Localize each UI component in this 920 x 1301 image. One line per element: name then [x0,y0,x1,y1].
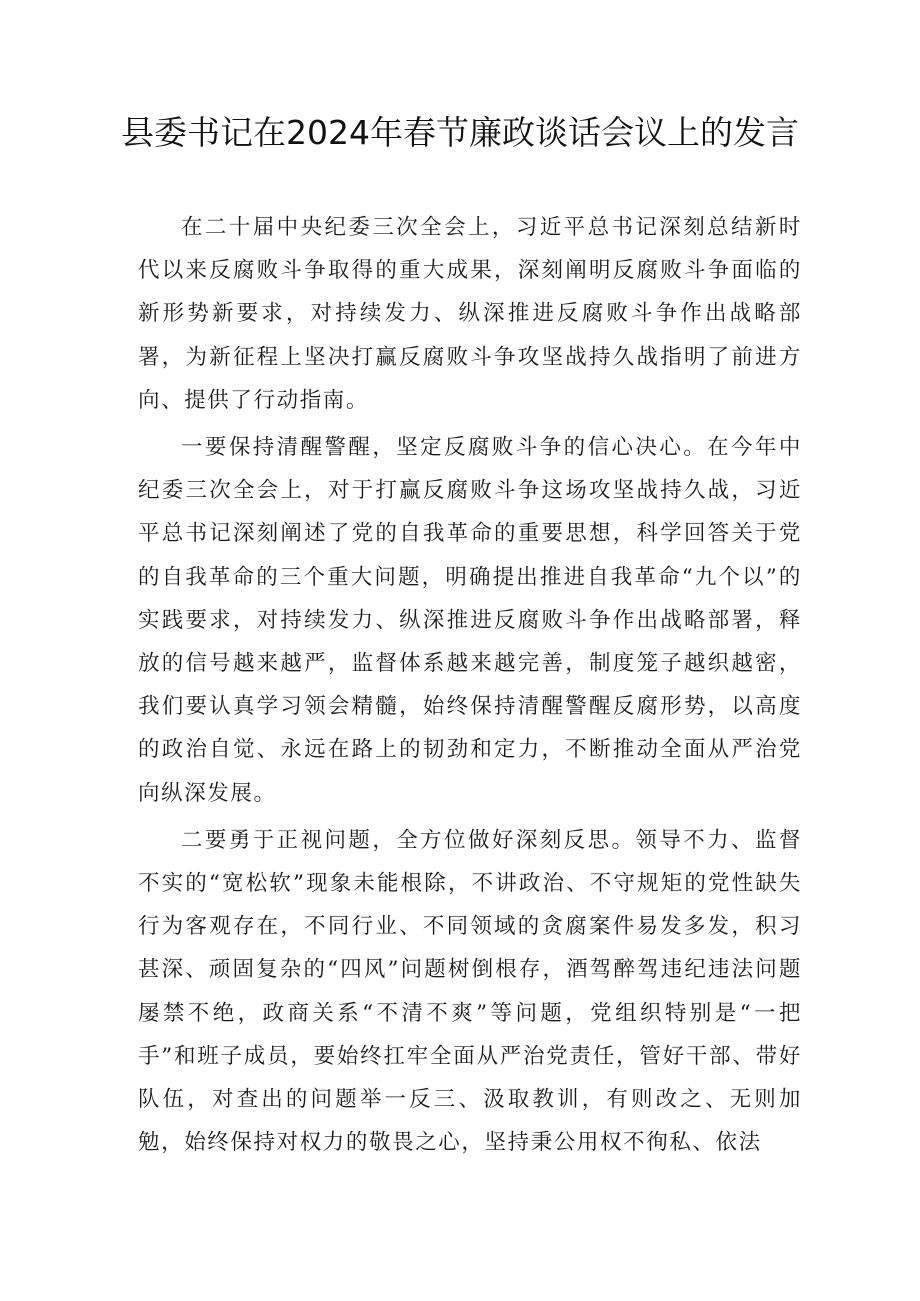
paragraph-intro: 在二十届中央纪委三次全会上，习近平总书记深刻总结新时代以来反腐败斗争取得的重大成果，深刻阐明反腐败斗争面临的新形势新要求，对持续发力、纵深推进反腐败斗争作出战略部署，为新征程上坚决打赢反腐败斗争攻坚战持久战指明了前进方向、提供了行动指南。 [138,215,802,413]
paragraph-point-two: 二要勇于正视问题，全方位做好深刻反思。领导不力、监督不实的“宽松软”现象未能根除，不讲政治、不守规矩的党性缺失行为客观存在，不同行业、不同领域的贪腐案件易发多发，积习甚深、顽固复杂的“四风”问题树倒根存，酒驾醉驾违纪违法问题屡禁不绝，政商关系“不清不爽”等问题，党组织特别是“一把手”和班子成员，要始终扛牢全面从严治党责任，管好干部、带好队伍，对查出的问题举一反三、汲取教训，有则改之、无则加勉，始终保持对权力的敬畏之心，坚持秉公用权不徇私、依法 [138,827,802,1156]
paragraph-point-one: 一要保持清醒警醒，坚定反腐败斗争的信心决心。在今年中纪委三次全会上，对于打赢反腐败斗争这场攻坚战持久战，习近平总书记深刻阐述了党的自我革命的重要思想，科学回答关于党的自我革命的三个重大问题，明确提出推进自我革命“九个以”的实践要求，对持续发力、纵深推进反腐败斗争作出战略部署，释放的信号越来越严，监督体系越来越完善，制度笼子越织越密，我们要认真学习领会精髓，始终保持清醒警醒反腐形势，以高度的政治自觉、永远在路上的韧劲和定力，不断推动全面从严治党向纵深发展。 [138,435,802,806]
document-body [138,206,802,1168]
document-title: 县委书记在2024年春节廉政谈话会议上的发言 [121,113,799,152]
